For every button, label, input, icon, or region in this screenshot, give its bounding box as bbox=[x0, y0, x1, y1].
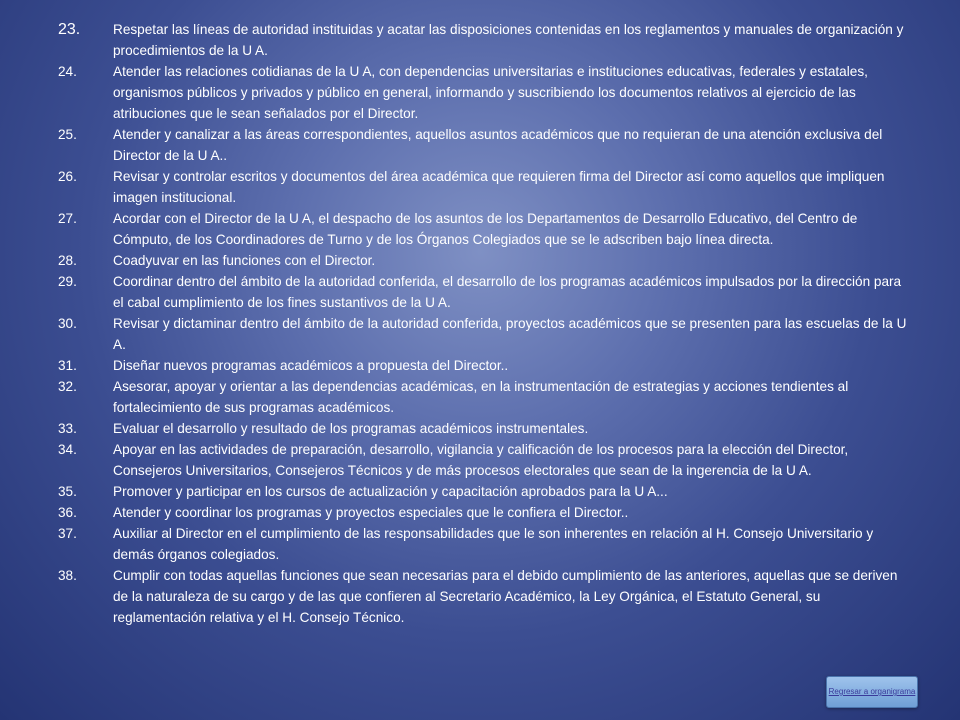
item-number: 23. bbox=[58, 21, 81, 38]
item-text: Atender y canalizar a las áreas correspondientes, aquellos asuntos académicos que no requieran de una atención exclusiva del Director de la U A.. bbox=[113, 127, 883, 163]
list-item bbox=[58, 565, 908, 628]
list-item bbox=[58, 439, 908, 481]
item-number: 28. bbox=[58, 253, 77, 268]
item-number: 30. bbox=[58, 316, 77, 331]
list-item bbox=[58, 523, 908, 565]
item-number: 38. bbox=[58, 568, 77, 583]
list-item bbox=[58, 418, 908, 439]
item-number: 29. bbox=[58, 274, 77, 289]
item-text: Asesorar, apoyar y orientar a las dependencias académicas, en la instrumentación de estrategias y acciones tendientes al fortalecimiento de sus programas académicos. bbox=[113, 379, 849, 415]
item-text: Acordar con el Director de la U A, el despacho de los asuntos de los Departamentos de Desarrollo Educativo, del Centro de Cómputo, de los Coordinadores de Turno y de los Órganos Colegiados que se le adscriben bajo línea directa. bbox=[113, 211, 858, 247]
item-number: 24. bbox=[58, 64, 77, 79]
item-text: Promover y participar en los cursos de actualización y capacitación aprobados para la U A... bbox=[113, 484, 668, 499]
list-item bbox=[58, 355, 908, 376]
list-item bbox=[58, 502, 908, 523]
item-number: 37. bbox=[58, 526, 77, 541]
item-number: 26. bbox=[58, 169, 77, 184]
list-item bbox=[58, 166, 908, 208]
item-text: Coadyuvar en las funciones con el Director. bbox=[113, 253, 376, 268]
item-number: 34. bbox=[58, 442, 77, 457]
item-text: Apoyar en las actividades de preparación, desarrollo, vigilancia y calificación de los procesos para la elección del Director, Consejeros Universitarios, Consejeros Técnicos y de más procesos electorales que sean de la ingerencia de la U A. bbox=[113, 442, 849, 478]
list-item bbox=[58, 250, 908, 271]
item-text: Coordinar dentro del ámbito de la autoridad conferida, el desarrollo de los programas académicos impulsados por la dirección para el cabal cumplimiento de los fines sustantivos de la U A. bbox=[113, 274, 902, 310]
function-list bbox=[58, 19, 908, 628]
item-text: Respetar las líneas de autoridad instituidas y acatar las disposiciones contenidas en los reglamentos y manuales de organización y procedimientos de la U A. bbox=[113, 22, 904, 58]
list-item bbox=[58, 19, 908, 61]
list-item bbox=[58, 481, 908, 502]
back-to-organigram-button[interactable]: Regresar a organigrama bbox=[826, 676, 918, 708]
list-item bbox=[58, 61, 908, 124]
list-item bbox=[58, 376, 908, 418]
item-number: 36. bbox=[58, 505, 77, 520]
item-number: 31. bbox=[58, 358, 77, 373]
item-text: Auxiliar al Director en el cumplimiento de las responsabilidades que le son inherentes en relación al H. Consejo Universitario y demás órganos colegiados. bbox=[113, 526, 874, 562]
item-text: Revisar y dictaminar dentro del ámbito de la autoridad conferida, proyectos académicos que se presenten para las escuelas de la U A. bbox=[113, 316, 907, 352]
item-text: Revisar y controlar escritos y documentos del área académica que requieren firma del Director así como aquellos que impliquen imagen institucional. bbox=[113, 169, 885, 205]
item-text: Evaluar el desarrollo y resultado de los programas académicos instrumentales. bbox=[113, 421, 589, 436]
item-text: Diseñar nuevos programas académicos a propuesta del Director.. bbox=[113, 358, 509, 373]
item-number: 27. bbox=[58, 211, 77, 226]
list-item bbox=[58, 208, 908, 250]
item-number: 33. bbox=[58, 421, 77, 436]
item-text: Atender y coordinar los programas y proyectos especiales que le confiera el Director.. bbox=[113, 505, 629, 520]
list-item bbox=[58, 313, 908, 355]
item-number: 32. bbox=[58, 379, 77, 394]
item-text: Atender las relaciones cotidianas de la U A, con dependencias universitarias e instituciones educativas, federales y estatales, organismos públicos y privados y público en general, informando y suscribiendo los documentos relativos al ejercicio de las atribuciones que le sean señalados por el Director. bbox=[113, 64, 868, 121]
item-number: 35. bbox=[58, 484, 77, 499]
list-item bbox=[58, 271, 908, 313]
item-text: Cumplir con todas aquellas funciones que sean necesarias para el debido cumplimiento de las anteriores, aquellas que se deriven de la naturaleza de su cargo y de las que confieren al Secretario Académico, la Ley Orgánica, el Estatuto General, su reglamentación relativa y el H. Consejo Técnico. bbox=[113, 568, 898, 625]
list-item bbox=[58, 124, 908, 166]
item-number: 25. bbox=[58, 127, 77, 142]
